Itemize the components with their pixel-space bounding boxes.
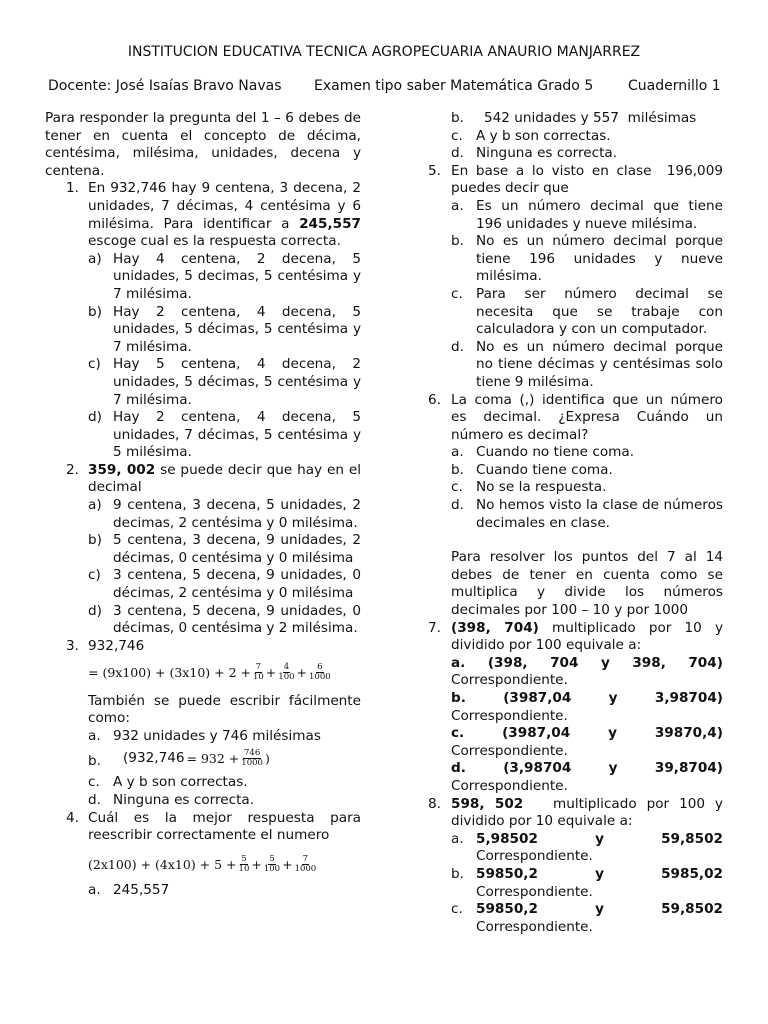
option[interactable]: c) 3 centena, 5 decena, 9 unidades, 0 décimas, 2 centésima y 0 milésima [88,567,361,602]
question-number: 2. [66,461,79,478]
option[interactable]: a) 9 centena, 3 decena, 5 unidades, 2 decimas, 2 centésima y 0 milésima. [88,497,361,531]
option[interactable]: a. 245,557 [88,882,170,899]
question-text: 359, 002 se puede decir que hay en el decimal [88,461,361,496]
option[interactable]: b. (3987,04 y 3,98704) Correspondiente. [451,690,723,724]
option[interactable]: b. 542 unidades y 557 milésimas [451,110,697,126]
question-number: 6. [428,391,441,408]
question-text: La coma (,) identifica que un número es decimal. ¿Expresa Cuándo un número es decimal? [451,391,723,443]
question-text: 598, 502 multiplicado por 100 y dividido por 10 equivale a: [451,795,723,830]
right-column [428,110,728,936]
option[interactable]: b. 59850,2 y 5985,02 Correspondiente. [451,865,723,900]
option[interactable]: c. A y b son correctas. [451,127,611,144]
question-6 [428,392,723,533]
question-number: 8. [428,795,441,812]
question-number: 3. [66,637,79,654]
teacher-name: Docente: José Isaías Bravo Navas [48,78,282,94]
option[interactable]: d. No hemos visto la clase de números decimales en clase. [451,497,723,531]
question-text: En 932,746 hay 9 centena, 3 decena, 2 unidades, 7 décimas, 4 centésima y 6 milésima. Para identificar a 245,557 escoge cual es la respuesta correcta. [88,180,361,250]
option[interactable]: c) Hay 5 centena, 4 decena, 2 unidades, 5 décimas, 5 centésima y 7 milésima. [88,356,361,408]
option[interactable]: c. A y b son correctas. [88,774,248,791]
option[interactable]: b. No es un número decimal porque tiene 196 unidades y nueve milésima. [451,233,723,285]
option[interactable]: a. (398, 704 y 398, 704) Correspondiente. [451,654,723,689]
option[interactable]: a. Es un número decimal que tiene 196 unidades y nueve milésima. [451,197,723,232]
option[interactable]: b. (932,746 = 932 + $\frac{746}{1000}$ ) [88,748,270,770]
question-5 [428,162,728,392]
option[interactable]: a. 5,98502 y 59,8502 Correspondiente. [451,830,723,865]
question-8 [428,796,723,937]
option[interactable]: a) Hay 4 centena, 2 decena, 5 unidades, 5 decimas, 5 centésima y 7 milésima. [88,250,361,302]
question-2 [45,462,361,638]
question-3 [45,638,361,810]
option[interactable]: a. 932 unidades y 746 milésimas [88,727,321,744]
option[interactable]: d. Ninguna es correcta. [451,145,618,162]
formula-3: = (9x100) + (3x10) + 2 + $\frac{7}{10}$ + $\frac{4}{100}$ + $\frac{6}{1000}$ [88,662,331,683]
also-text: También se puede escribir fácilmente como: [88,692,361,727]
exam-title: Examen tipo saber Matemática Grado 5 [314,78,594,94]
left-column [45,110,361,900]
formula-4: (2x100) + (4x10) + 5 + $\frac{5}{10}$ + $\frac{5}{100}$ + $\frac{7}{1000}$ [88,853,317,874]
option[interactable]: d. Ninguna es correcta. [88,792,255,809]
option[interactable]: d. No es un número decimal porque no tiene décimas y centésimas solo tiene 9 milésima. [451,338,723,390]
option[interactable]: c. (3987,04 y 39870,4) Correspondiente. [451,725,723,759]
option[interactable]: d) Hay 2 centena, 4 decena, 5 unidades, 7 décimas, 5 centésima y 5 milésima. [88,409,361,461]
question-text: En base a lo visto en clase 196,009 puedes decir que [451,162,728,197]
question-4 [45,810,361,900]
option[interactable]: a. Cuando no tiene coma. [451,444,635,461]
option[interactable]: b) Hay 2 centena, 4 decena, 5 unidades, 5 décimas, 5 centésima y 7 milésima. [88,303,361,355]
option[interactable]: c. 59850,2 y 59,8502 Correspondiente. [451,901,723,935]
question-7 [428,620,723,796]
option[interactable]: c. No se la respuesta. [451,479,607,496]
question-number: 7. [428,619,441,636]
option[interactable]: b) 5 centena, 3 decena, 9 unidades, 2 décimas, 0 centésima y 0 milésima [88,532,361,566]
question-4-continued [428,110,723,163]
question-number: 1. [66,180,79,197]
intro-paragraph-2: Para resolver los puntos del 7 al 14 debes de tener en cuenta como se multiplica y divide los números decimales por 100 – 10 y por 1000 [451,549,723,619]
institution-title: INSTITUCION EDUCATIVA TECNICA AGROPECUARIA ANAURIO MANJARREZ [127,44,641,60]
option[interactable]: c. Para ser número decimal se necesita que se trabaje con calculadora y con un computador. [451,285,723,338]
option[interactable]: b. Cuando tiene coma. [451,461,613,478]
option[interactable]: d. (3,98704 y 39,8704) Correspondiente. [451,760,723,794]
question-number: 5. [428,162,441,179]
question-number: 4. [66,809,79,826]
intro-paragraph-1: Para responder la pregunta del 1 – 6 debes de tener en cuenta el concepto de décima, centésima, milésima, unidades, decena y centena. [45,110,361,179]
question-1 [45,180,361,462]
question-value: 932,746 [88,637,145,654]
question-text: Cuál es la mejor respuesta para reescribir correctamente el numero [88,809,361,844]
question-text: (398, 704) multiplicado por 10 y dividido por 100 equivale a: [451,619,723,654]
booklet-label: Cuadernillo 1 [628,78,721,94]
option[interactable]: d) 3 centena, 5 decena, 9 unidades, 0 décimas, 0 centésima y 2 milésima. [88,602,361,637]
